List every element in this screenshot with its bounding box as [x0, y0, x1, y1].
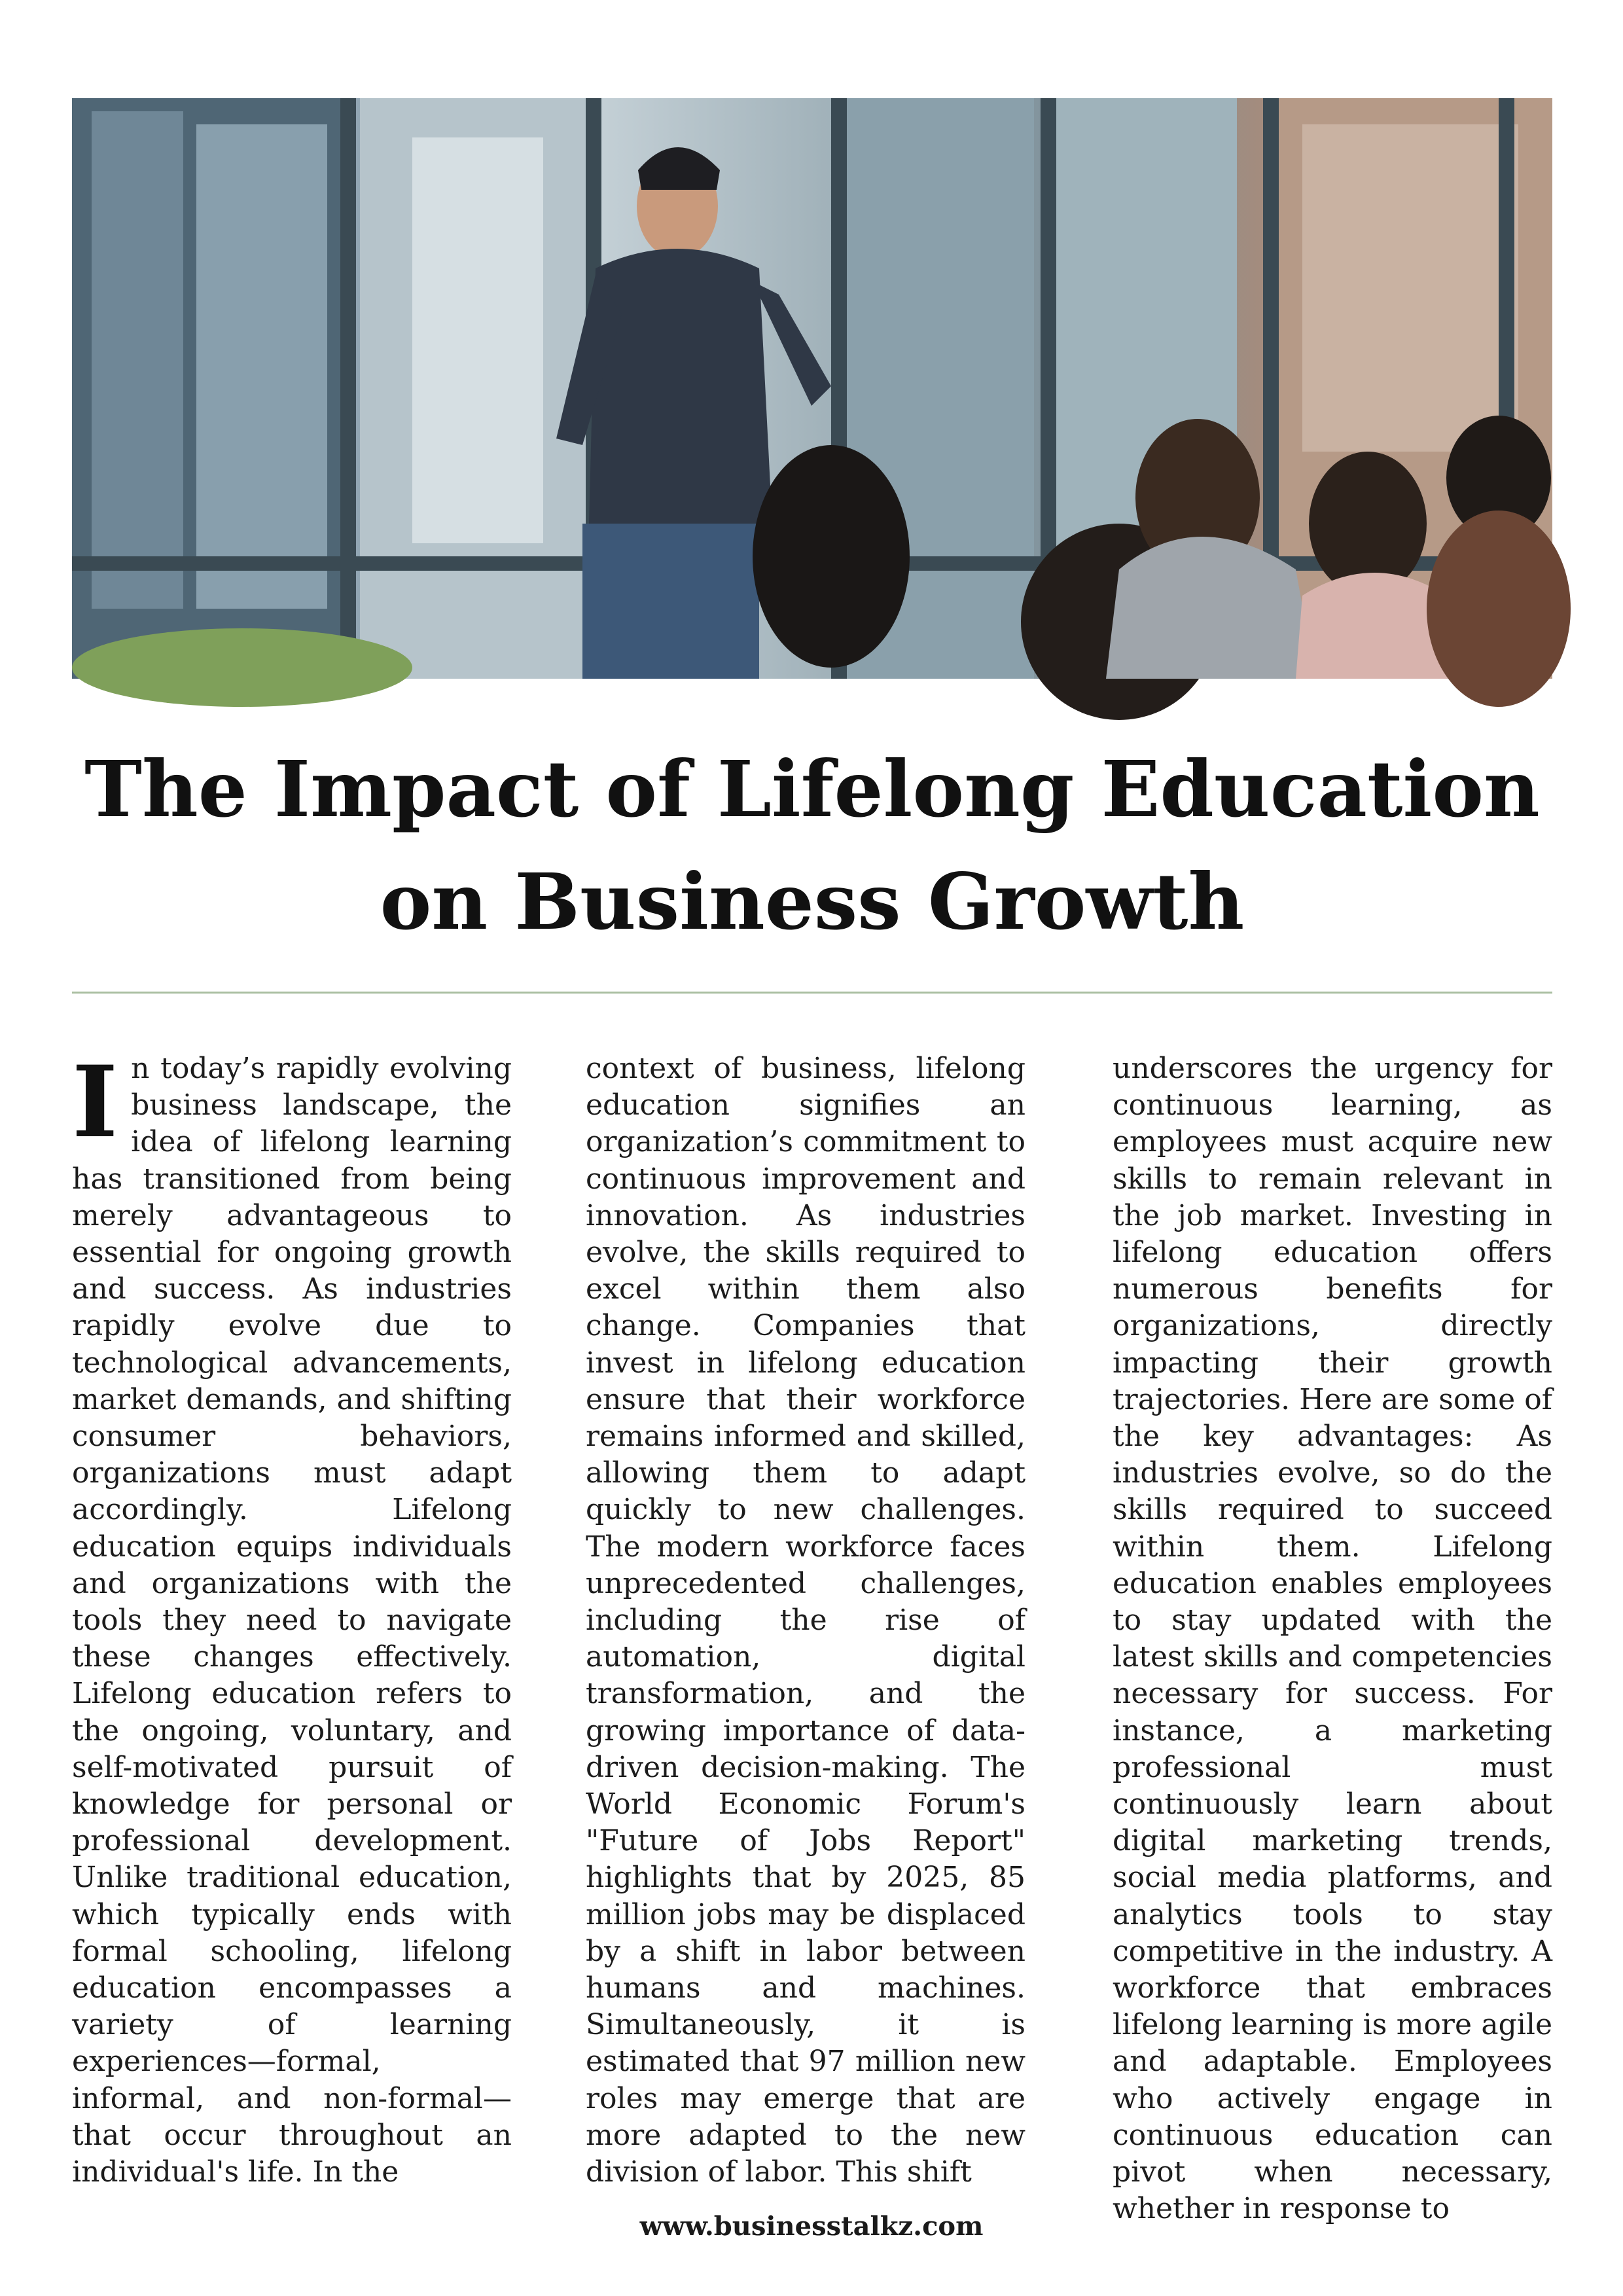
column-3-text: underscores the urgency for continuous learning, as employees must acquire new skills to remain relevant in the job market. Investing in lifelong education offers numerous benefits for organizations, directly impacting their growth trajectories. Here are some of the key advantages: As industries evolve, so do the skills required to succeed within them. Lifelong education enables employees to stay updated with the latest skills and competencies necessary for success. For instance, a marketing professional must continuously learn about digital marketing trends, social media platforms, and analytics tools to stay competitive in the industry. A workforce that embraces lifelong learning is more agile and adaptable. Employees who actively engage in continuous education can pivot when necessary, whether in response to	[1113, 1052, 1552, 2226]
article-column-1	[72, 1045, 512, 2189]
hero-photo-illustration	[72, 98, 1552, 679]
column-1-text: n today’s rapidly evolving business landscape, the idea of lifelong learning has transitioned from being merely advantageous to essential for ongoing growth and success. As industries rapidly evolve due to technological advancements, market demands, and shifting consumer behaviors, organizations must adapt accordingly. Lifelong education equips individuals and organizations with the tools they need to navigate these changes effectively. Lifelong education refers to the ongoing, voluntary, and self-motivated pursuit of knowledge for personal or professional development. Unlike traditional education, which typically ends with formal schooling, lifelong education encompasses a variety of learning experiences—formal, informal, and non-formal—that occur throughout an individual's life. In the	[72, 1052, 512, 2189]
column-2-text: context of business, lifelong education signifies an organization’s commitment to continuous improvement and innovation. As industries evolve, the skills required to excel within them also change. Companies that invest in lifelong education ensure that their workforce remains informed and skilled, allowing them to adapt quickly to new challenges. The modern workforce faces unprecedented challenges, including the rise of automation, digital transformation, and the growing importance of data-driven decision-making. The World Economic Forum's "Future of Jobs Report" highlights that by 2025, 85 million jobs may be displaced by a shift in labor between humans and machines. Simultaneously, it is estimated that 97 million new roles may emerge that are more adapted to the new division of labor. This shift	[586, 1052, 1026, 2189]
title-divider	[72, 992, 1552, 994]
footer-website-url: www.businesstalkz.com	[639, 2211, 984, 2242]
hero-photo-presenter-classroom	[72, 98, 1552, 679]
article-column-2	[586, 1050, 1026, 2189]
drop-cap: I	[72, 1045, 118, 1160]
article-title: The Impact of Lifelong Education on Business Growth	[84, 744, 1540, 947]
article-column-3	[1113, 1050, 1552, 2226]
